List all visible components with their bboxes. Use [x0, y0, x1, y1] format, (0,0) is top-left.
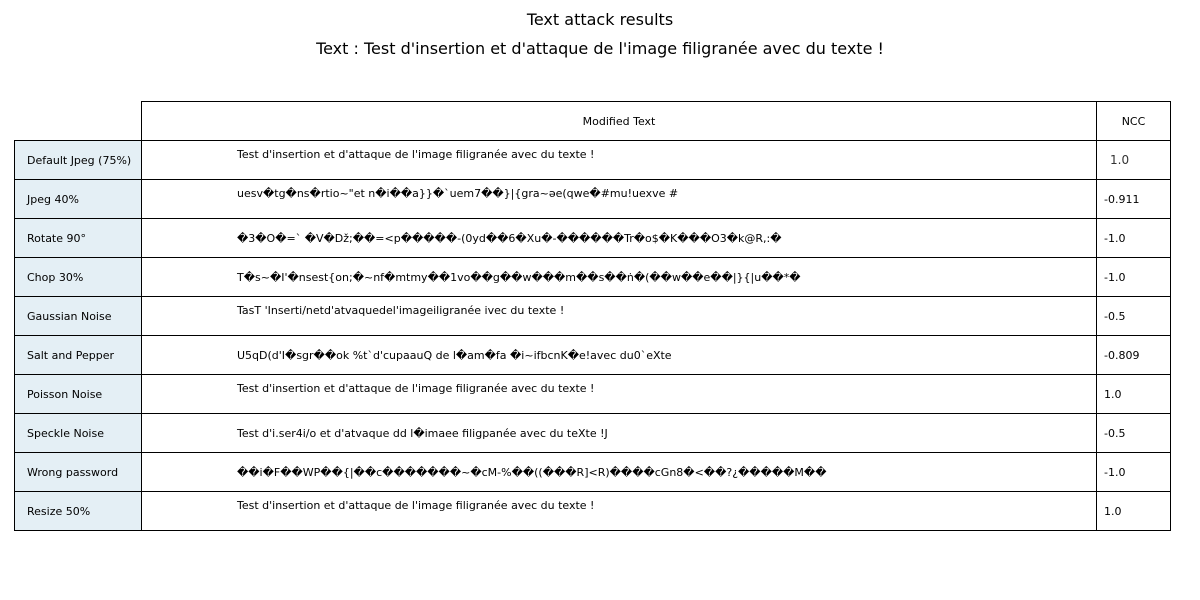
- modified-text-cell: [142, 219, 1097, 258]
- chart-title: Text attack results: [526, 10, 674, 29]
- table-row: [15, 336, 1171, 375]
- table-row: [15, 258, 1171, 297]
- row-label: Salt and Pepper: [15, 336, 142, 375]
- modified-text: Test d'insertion et d'attaque de l'image filigranée avec du texte !: [237, 498, 595, 512]
- table-row: [15, 492, 1171, 531]
- row-label: Resize 50%: [15, 492, 142, 531]
- modified-text: TasT 'Inserti/netd'atvaquedel'imageiligranée ivec du texte !: [237, 303, 565, 317]
- modified-text-cell: [142, 453, 1097, 492]
- results-table: [14, 101, 1171, 531]
- modified-text: Test d'insertion et d'attaque de l'image filigranée avec du texte !: [237, 147, 595, 161]
- table-row: [15, 375, 1171, 414]
- table-row: [15, 141, 1171, 180]
- modified-text-cell: [142, 414, 1097, 453]
- table-row: [15, 453, 1171, 492]
- row-label: Default Jpeg (75%): [15, 141, 142, 180]
- column-header-modified-text: Modified Text: [142, 102, 1097, 141]
- table-row: [15, 414, 1171, 453]
- modified-text-cell: [142, 375, 1097, 414]
- ncc-value: 1.0: [1097, 492, 1171, 531]
- ncc-value: -1.0: [1097, 258, 1171, 297]
- table-corner: [15, 102, 142, 141]
- row-label: Gaussian Noise: [15, 297, 142, 336]
- modified-text-cell: [142, 297, 1097, 336]
- row-label: Speckle Noise: [15, 414, 142, 453]
- row-label: Wrong password: [15, 453, 142, 492]
- ncc-value: 1.0: [1097, 375, 1171, 414]
- modified-text: Test d'insertion et d'attaque de l'image filigranée avec du texte !: [237, 381, 595, 395]
- modified-text: Test d'i.ser4i/o et d'atvaque dd l�imaee filigpanée avec du teXte !J: [237, 426, 608, 440]
- modified-text-cell: [142, 141, 1097, 180]
- ncc-value: -1.0: [1097, 219, 1171, 258]
- ncc-value: -1.0: [1097, 453, 1171, 492]
- modified-text: �3�O�=` �V�Dž;��=<p�����-(0yd��6�Xu�-������Tr�o$�K���O3�k@R,:�: [237, 231, 782, 245]
- row-label: Rotate 90°: [15, 219, 142, 258]
- row-label: Chop 30%: [15, 258, 142, 297]
- modified-text-cell: [142, 180, 1097, 219]
- modified-text-cell: [142, 492, 1097, 531]
- row-label: Poisson Noise: [15, 375, 142, 414]
- row-label: Jpeg 40%: [15, 180, 142, 219]
- table-row: [15, 180, 1171, 219]
- ncc-value: -0.809: [1097, 336, 1171, 375]
- modified-text-cell: [142, 258, 1097, 297]
- modified-text: ��i�F��WP��{|��c�������~�cM-%��((���R]<R)����cGn8�<��?¿�����M��: [237, 465, 827, 479]
- modified-text: T�s~�I'�nsest{on;�~nf�mtmy��1vo��g��w���m��s��ṅ�(��w��e��|}{|u��*�: [237, 270, 801, 284]
- modified-text: uesv�tg�ns�rtio~"et n�i��a}}�`uem7��}|{gra~ǝe(qwe�#mu!uexve #: [237, 186, 679, 200]
- ncc-value: -0.911: [1097, 180, 1171, 219]
- column-header-ncc: NCC: [1097, 102, 1171, 141]
- chart-subtitle: Text : Test d'insertion et d'attaque de l'image filigranée avec du texte !: [316, 39, 884, 58]
- table-row: [15, 219, 1171, 258]
- ncc-value: -0.5: [1097, 297, 1171, 336]
- table-row: [15, 297, 1171, 336]
- modified-text: U5qD(d'I�sgr��ok %t`d'cupaauQ de l�am�fa �i~ifbcnK�e!avec du0`eXte: [237, 348, 672, 362]
- table-header-row: [15, 102, 1171, 141]
- modified-text-cell: [142, 336, 1097, 375]
- ncc-value: -0.5: [1097, 414, 1171, 453]
- ncc-value: 1.0: [1097, 141, 1171, 180]
